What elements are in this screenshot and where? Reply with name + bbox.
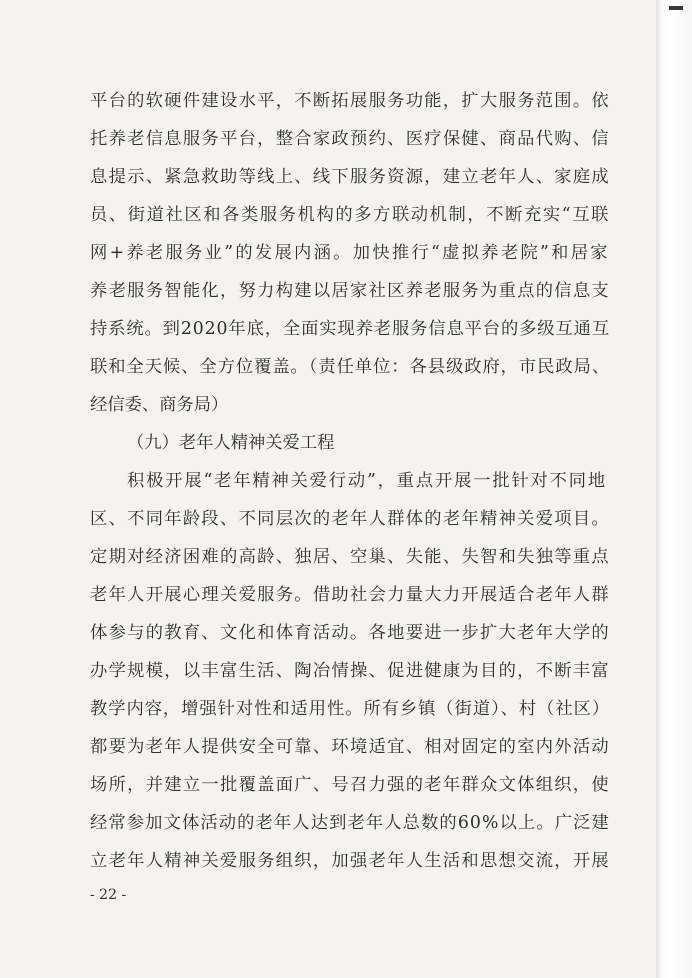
page-number: - 22 - [90,887,127,903]
text-line: 经常参加文体活动的老年人达到老年人总数的60%以上。广泛建 [90,813,610,833]
text-line: 老年人开展心理关爱服务。借助社会力量大力开展适合老年人群 [90,585,610,605]
text-line: 区、不同年龄段、不同层次的老年人群体的老年精神关爱项目。 [90,509,610,529]
text-line: 平台的软硬件建设水平，不断拓展服务功能，扩大服务范围。依 [90,91,610,111]
text-line: 联和全天候、全方位覆盖。（责任单位：各县级政府，市民政局、 [90,357,611,377]
text-line: 体参与的教育、文化和体育活动。各地要进一步扩大老年大学的 [90,623,610,643]
text-line: 员、街道社区和各类服务机构的多方联动机制，不断充实“互联 [90,205,610,225]
text-line: 定期对经济困难的高龄、独居、空巢、失能、失智和失独等重点 [90,547,610,567]
paragraph-first-line: 积极开展“老年精神关爱行动”，重点开展一批针对不同地 [127,471,608,491]
text-line: 经信委、商务局） [90,395,229,415]
edge-mark [669,6,683,10]
text-line: 办学规模，以丰富生活、陶冶情操、促进健康为目的，不断丰富 [90,661,610,681]
text-line: 立老年人精神关爱服务组织，加强老年人生活和思想交流，开展 [90,851,610,871]
text-line: 持系统。到2020年底，全面实现养老服务信息平台的多级互通互 [90,319,610,339]
text-line: 场所，并建立一批覆盖面广、号召力强的老年群众文体组织，使 [90,775,610,795]
text-line: 都要为老年人提供安全可靠、环境适宜、相对固定的室内外活动 [90,737,610,757]
text-line: 养老服务智能化，努力构建以居家社区养老服务为重点的信息支 [90,281,610,301]
section-heading: （九）老年人精神关爱工程 [127,433,335,453]
page-edge [656,0,692,978]
text-line: 托养老信息服务平台，整合家政预约、医疗保健、商品代购、信 [90,129,610,149]
text-line: 教学内容，增强针对性和适用性。所有乡镇（街道）、村（社区） [90,699,611,719]
text-line: 息提示、紧急救助等线上、线下服务资源，建立老年人、家庭成 [90,167,610,187]
text-line: 网+养老服务业”的发展内涵。加快推行“虚拟养老院”和居家 [90,243,610,263]
